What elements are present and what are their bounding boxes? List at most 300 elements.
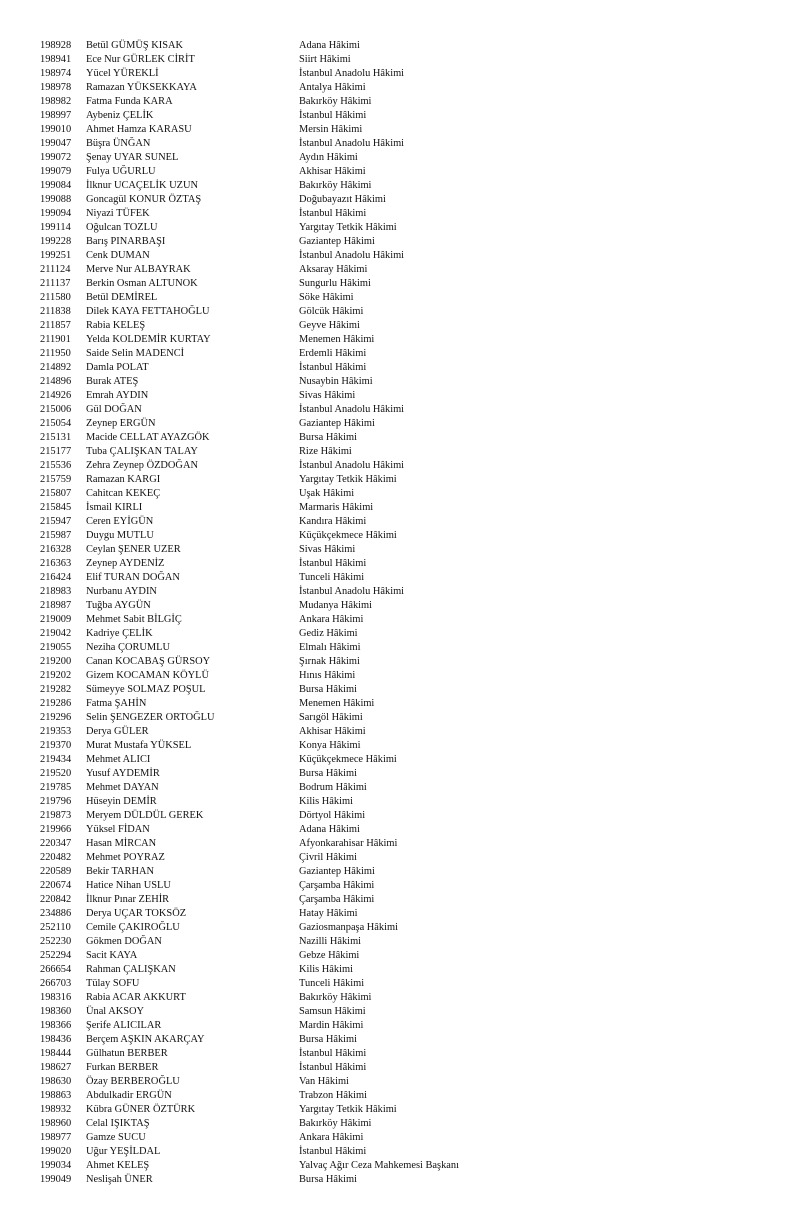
list-row — [0, 1033, 798, 1047]
record-id: 198982 — [40, 96, 72, 107]
person-name: Kadriye ÇELİK — [86, 628, 153, 639]
person-name: Cahitcan KEKEÇ — [86, 488, 161, 499]
court-title: Mudanya Hâkimi — [299, 600, 373, 611]
list-row — [0, 207, 798, 221]
record-id: 220347 — [40, 838, 72, 849]
list-row — [0, 333, 798, 347]
person-name: İlknur Pınar ZEHİR — [86, 894, 170, 905]
record-id: 219966 — [40, 824, 72, 835]
court-title: Bakırköy Hâkimi — [299, 96, 372, 107]
court-title: Hınıs Hâkimi — [299, 670, 356, 681]
court-title: Kilis Hâkimi — [299, 796, 353, 807]
person-name: Rahman ÇALIŞKAN — [86, 964, 176, 975]
person-name: Berçem AŞKIN AKARÇAY — [86, 1034, 205, 1045]
list-row — [0, 963, 798, 977]
person-name: Ece Nur GÜRLEK CİRİT — [86, 54, 195, 65]
person-name: Sümeyye SOLMAZ POŞUL — [86, 684, 206, 695]
list-row — [0, 123, 798, 137]
record-id: 199088 — [40, 194, 72, 205]
record-id: 219202 — [40, 670, 72, 681]
list-row — [0, 319, 798, 333]
person-name: Canan KOCABAŞ GÜRSOY — [86, 656, 211, 667]
person-name: Nurbanu AYDIN — [86, 586, 157, 597]
record-id: 198630 — [40, 1076, 72, 1087]
court-title: Gaziosmanpaşa Hâkimi — [299, 922, 398, 933]
court-title: Adana Hâkimi — [299, 824, 360, 835]
person-name: Goncagül KONUR ÖZTAŞ — [86, 194, 202, 205]
list-row — [0, 1145, 798, 1159]
court-title: İstanbul Hâkimi — [299, 558, 367, 569]
person-name: Zeynep ERGÜN — [86, 418, 156, 429]
court-title: Gediz Hâkimi — [299, 628, 358, 639]
list-row — [0, 921, 798, 935]
court-title: İstanbul Hâkimi — [299, 1048, 367, 1059]
record-id: 198932 — [40, 1104, 72, 1115]
record-id: 219796 — [40, 796, 72, 807]
court-title: Küçükçekmece Hâkimi — [299, 530, 397, 541]
record-id: 198444 — [40, 1048, 72, 1059]
record-id: 199020 — [40, 1146, 72, 1157]
record-id: 220482 — [40, 852, 72, 863]
list-row — [0, 613, 798, 627]
court-title: Samsun Hâkimi — [299, 1006, 366, 1017]
court-title: İstanbul Anadolu Hâkimi — [299, 138, 405, 149]
court-title: İstanbul Anadolu Hâkimi — [299, 250, 405, 261]
court-title: Tunceli Hâkimi — [299, 572, 365, 583]
record-id: 198977 — [40, 1132, 72, 1143]
record-id: 215807 — [40, 488, 72, 499]
record-id: 199094 — [40, 208, 72, 219]
record-id: 219009 — [40, 614, 72, 625]
list-row — [0, 235, 798, 249]
court-title: İstanbul Hâkimi — [299, 362, 367, 373]
person-name: Yusuf AYDEMİR — [86, 768, 160, 779]
court-title: Marmaris Hâkimi — [299, 502, 374, 513]
list-row — [0, 221, 798, 235]
list-row — [0, 39, 798, 53]
list-row — [0, 1131, 798, 1145]
list-row — [0, 515, 798, 529]
record-id: 234886 — [40, 908, 72, 919]
court-title: Menemen Hâkimi — [299, 698, 375, 709]
list-row — [0, 809, 798, 823]
list-row — [0, 193, 798, 207]
person-name: Gökmen DOĞAN — [86, 936, 162, 947]
list-row — [0, 1103, 798, 1117]
person-name: Abdulkadir ERGÜN — [86, 1090, 172, 1101]
court-title: Bursa Hâkimi — [299, 684, 358, 695]
person-name: Zehra Zeynep ÖZDOĞAN — [86, 460, 198, 471]
person-name: Burak ATEŞ — [86, 376, 139, 387]
court-title: Çarşamba Hâkimi — [299, 880, 375, 891]
record-id: 199010 — [40, 124, 72, 135]
court-title: Trabzon Hâkimi — [299, 1090, 368, 1101]
list-row — [0, 249, 798, 263]
list-row — [0, 725, 798, 739]
person-name: Yelda KOLDEMİR KURTAY — [86, 334, 211, 345]
list-row — [0, 53, 798, 67]
record-id: 219785 — [40, 782, 72, 793]
person-name: Büşra ÜNĞAN — [86, 138, 151, 149]
court-title: Erdemli Hâkimi — [299, 348, 367, 359]
person-name: Bekir TARHAN — [86, 866, 154, 877]
person-name: Şenay UYAR SUNEL — [86, 152, 179, 163]
list-row — [0, 585, 798, 599]
list-row — [0, 501, 798, 515]
person-name: Mehmet ALICI — [86, 754, 151, 765]
list-row — [0, 753, 798, 767]
list-row — [0, 403, 798, 417]
list-row — [0, 683, 798, 697]
court-title: İstanbul Hâkimi — [299, 110, 367, 121]
person-name: Neslişah ÜNER — [86, 1174, 153, 1185]
record-id: 252230 — [40, 936, 72, 947]
court-title: İstanbul Hâkimi — [299, 1146, 367, 1157]
court-title: Hatay Hâkimi — [299, 908, 358, 919]
person-name: Gül DOĞAN — [86, 404, 142, 415]
record-id: 214926 — [40, 390, 72, 401]
record-id: 216424 — [40, 572, 72, 583]
record-id: 198941 — [40, 54, 72, 65]
court-title: Nusaybin Hâkimi — [299, 376, 373, 387]
court-title: Bursa Hâkimi — [299, 1034, 358, 1045]
court-title: Ankara Hâkimi — [299, 614, 364, 625]
person-name: Hüseyin DEMİR — [86, 796, 157, 807]
person-name: İsmail KIRLI — [86, 502, 143, 513]
person-name: Selin ŞENGEZER ORTOĞLU — [86, 712, 215, 723]
record-id: 216328 — [40, 544, 72, 555]
person-name: Rabia ACAR AKKURT — [86, 992, 186, 1003]
record-id: 252110 — [40, 922, 71, 933]
record-id: 199049 — [40, 1174, 72, 1185]
person-name: Celal IŞIKTAŞ — [86, 1118, 150, 1129]
list-row — [0, 851, 798, 865]
record-id: 211137 — [40, 278, 71, 289]
list-row — [0, 417, 798, 431]
person-name: Ahmet KELEŞ — [86, 1160, 150, 1171]
court-title: İstanbul Hâkimi — [299, 1062, 367, 1073]
person-name: Tuğba AYGÜN — [86, 600, 151, 611]
record-id: 199084 — [40, 180, 72, 191]
record-id: 218983 — [40, 586, 72, 597]
court-title: Bakırköy Hâkimi — [299, 1118, 372, 1129]
court-title: Ankara Hâkimi — [299, 1132, 364, 1143]
list-row — [0, 151, 798, 165]
court-title: Akhisar Hâkimi — [299, 726, 366, 737]
record-id: 211838 — [40, 306, 71, 317]
court-title: Afyonkarahisar Hâkimi — [299, 838, 398, 849]
person-name: Dilek KAYA FETTAHOĞLU — [86, 306, 210, 317]
record-id: 215054 — [40, 418, 72, 429]
list-row — [0, 529, 798, 543]
court-title: Yargıtay Tetkik Hâkimi — [299, 1104, 397, 1115]
court-title: Yargıtay Tetkik Hâkimi — [299, 222, 397, 233]
list-row — [0, 263, 798, 277]
record-id: 266703 — [40, 978, 72, 989]
record-id: 215177 — [40, 446, 72, 457]
record-id: 198366 — [40, 1020, 72, 1031]
record-id: 198960 — [40, 1118, 72, 1129]
person-name: Saide Selin MADENCİ — [86, 348, 185, 359]
person-name: Rabia KELEŞ — [86, 320, 146, 331]
person-name: Zeynep AYDENİZ — [86, 558, 165, 569]
list-row — [0, 557, 798, 571]
record-id: 198978 — [40, 82, 72, 93]
list-row — [0, 991, 798, 1005]
person-name: Barış PINARBAŞI — [86, 236, 166, 247]
record-id: 220674 — [40, 880, 72, 891]
record-id: 219296 — [40, 712, 72, 723]
court-title: Bursa Hâkimi — [299, 1174, 358, 1185]
court-title: Sivas Hâkimi — [299, 390, 356, 401]
person-name: Hasan MİRCAN — [86, 838, 157, 849]
list-row — [0, 655, 798, 669]
person-name: Aybeniz ÇELİK — [86, 110, 154, 121]
person-name: Merve Nur ALBAYRAK — [86, 264, 191, 275]
record-id: 211580 — [40, 292, 71, 303]
list-row — [0, 935, 798, 949]
court-title: Aydın Hâkimi — [299, 152, 358, 163]
record-id: 219873 — [40, 810, 72, 821]
record-id: 215845 — [40, 502, 72, 513]
list-row — [0, 1173, 798, 1187]
list-row — [0, 459, 798, 473]
list-row — [0, 907, 798, 921]
person-name: Mehmet Sabit BİLGİÇ — [86, 614, 182, 625]
person-name: Murat Mustafa YÜKSEL — [86, 740, 192, 751]
person-name: Şerife ALICILAR — [86, 1020, 162, 1031]
person-name: Berkin Osman ALTUNOK — [86, 278, 198, 289]
court-title: Bursa Hâkimi — [299, 768, 358, 779]
list-row — [0, 711, 798, 725]
record-id: 252294 — [40, 950, 72, 961]
person-name: Sacit KAYA — [86, 950, 138, 961]
person-name: Ahmet Hamza KARASU — [86, 124, 192, 135]
list-row — [0, 1117, 798, 1131]
record-id: 215006 — [40, 404, 72, 415]
court-title: Uşak Hâkimi — [299, 488, 355, 499]
record-id: 219286 — [40, 698, 72, 709]
court-title: İstanbul Anadolu Hâkimi — [299, 460, 405, 471]
list-row — [0, 305, 798, 319]
list-row — [0, 67, 798, 81]
list-row — [0, 767, 798, 781]
list-row — [0, 95, 798, 109]
court-title: Gebze Hâkimi — [299, 950, 360, 961]
record-id: 199072 — [40, 152, 72, 163]
list-row — [0, 1019, 798, 1033]
record-id: 211901 — [40, 334, 71, 345]
record-id: 266654 — [40, 964, 72, 975]
person-name: Derya GÜLER — [86, 726, 149, 737]
list-row — [0, 179, 798, 193]
list-row — [0, 949, 798, 963]
court-title: Tunceli Hâkimi — [299, 978, 365, 989]
record-id: 219042 — [40, 628, 72, 639]
person-name: Neziha ÇORUMLU — [86, 642, 170, 653]
court-title: Mardin Hâkimi — [299, 1020, 364, 1031]
list-row — [0, 837, 798, 851]
person-name: Betül DEMİREL — [86, 292, 158, 303]
record-id: 219353 — [40, 726, 72, 737]
record-id: 211857 — [40, 320, 71, 331]
person-name: Ceylan ŞENER UZER — [86, 544, 181, 555]
person-name: Tuba ÇALIŞKAN TALAY — [86, 446, 198, 457]
court-title: İstanbul Hâkimi — [299, 208, 367, 219]
court-title: Çivril Hâkimi — [299, 852, 358, 863]
court-title: Rize Hâkimi — [299, 446, 352, 457]
record-id: 198863 — [40, 1090, 72, 1101]
person-name: Fulya UĞURLU — [86, 166, 156, 177]
person-name: Furkan BERBER — [86, 1062, 159, 1073]
court-title: Sarıgöl Hâkimi — [299, 712, 363, 723]
list-row — [0, 1159, 798, 1173]
person-name: Damla POLAT — [86, 362, 149, 373]
record-id: 214896 — [40, 376, 72, 387]
court-title: Mersin Hâkimi — [299, 124, 363, 135]
court-title: Akhisar Hâkimi — [299, 166, 366, 177]
person-name: Cemile ÇAKIROĞLU — [86, 922, 180, 933]
list-row — [0, 361, 798, 375]
list-row — [0, 291, 798, 305]
record-id: 219282 — [40, 684, 72, 695]
list-row — [0, 977, 798, 991]
record-id: 199114 — [40, 222, 71, 233]
court-title: Siirt Hâkimi — [299, 54, 351, 65]
court-title: Yargıtay Tetkik Hâkimi — [299, 474, 397, 485]
list-row — [0, 1061, 798, 1075]
court-title: Sivas Hâkimi — [299, 544, 356, 555]
record-id: 215131 — [40, 432, 72, 443]
record-id: 198974 — [40, 68, 72, 79]
record-id: 199047 — [40, 138, 72, 149]
list-row — [0, 739, 798, 753]
list-row — [0, 389, 798, 403]
person-name: Fatma Funda KARA — [86, 96, 173, 107]
court-title: Bakırköy Hâkimi — [299, 992, 372, 1003]
court-title: Adana Hâkimi — [299, 40, 360, 51]
person-name: Ceren EYİGÜN — [86, 516, 154, 527]
record-id: 219434 — [40, 754, 72, 765]
court-title: Kandıra Hâkimi — [299, 516, 367, 527]
person-name: Niyazi TÜFEK — [86, 208, 150, 219]
record-id: 220842 — [40, 894, 72, 905]
record-id: 199251 — [40, 250, 72, 261]
court-title: Gaziantep Hâkimi — [299, 418, 375, 429]
list-row — [0, 109, 798, 123]
record-id: 219370 — [40, 740, 72, 751]
appointment-list — [0, 39, 798, 1187]
record-id: 219520 — [40, 768, 72, 779]
person-name: Derya UÇAR TOKSÖZ — [86, 908, 187, 919]
list-row — [0, 641, 798, 655]
record-id: 216363 — [40, 558, 72, 569]
person-name: Mehmet POYRAZ — [86, 852, 165, 863]
record-id: 218987 — [40, 600, 72, 611]
list-row — [0, 347, 798, 361]
court-title: Gölcük Hâkimi — [299, 306, 364, 317]
court-title: Konya Hâkimi — [299, 740, 361, 751]
court-title: Bursa Hâkimi — [299, 432, 358, 443]
court-title: Söke Hâkimi — [299, 292, 354, 303]
person-name: Fatma ŞAHİN — [86, 698, 147, 709]
list-row — [0, 473, 798, 487]
court-title: Van Hâkimi — [299, 1076, 349, 1087]
court-title: Dörtyol Hâkimi — [299, 810, 366, 821]
list-row — [0, 1089, 798, 1103]
list-row — [0, 879, 798, 893]
list-row — [0, 1047, 798, 1061]
person-name: Oğulcan TOZLU — [86, 222, 158, 233]
list-row — [0, 697, 798, 711]
court-title: Çarşamba Hâkimi — [299, 894, 375, 905]
court-title: Doğubayazıt Hâkimi — [299, 194, 386, 205]
record-id: 220589 — [40, 866, 72, 877]
court-title: Nazilli Hâkimi — [299, 936, 362, 947]
list-row — [0, 795, 798, 809]
person-name: Betül GÜMÜŞ KISAK — [86, 40, 183, 51]
record-id: 215759 — [40, 474, 72, 485]
list-row — [0, 165, 798, 179]
person-name: Emrah AYDIN — [86, 390, 149, 401]
court-title: Bodrum Hâkimi — [299, 782, 367, 793]
record-id: 219055 — [40, 642, 72, 653]
list-row — [0, 599, 798, 613]
person-name: Meryem DÜLDÜL GEREK — [86, 810, 204, 821]
court-title: İstanbul Anadolu Hâkimi — [299, 68, 405, 79]
court-title: Şırnak Hâkimi — [299, 656, 360, 667]
list-row — [0, 627, 798, 641]
list-row — [0, 445, 798, 459]
list-row — [0, 865, 798, 879]
record-id: 219200 — [40, 656, 72, 667]
record-id: 211124 — [40, 264, 71, 275]
court-title: Antalya Hâkimi — [299, 82, 366, 93]
court-title: Menemen Hâkimi — [299, 334, 375, 345]
record-id: 214892 — [40, 362, 72, 373]
list-row — [0, 893, 798, 907]
record-id: 199228 — [40, 236, 72, 247]
record-id: 215536 — [40, 460, 72, 471]
person-name: Gamze SUCU — [86, 1132, 146, 1143]
record-id: 198627 — [40, 1062, 72, 1073]
list-row — [0, 487, 798, 501]
person-name: Gülhatun BERBER — [86, 1048, 168, 1059]
record-id: 198316 — [40, 992, 72, 1003]
list-row — [0, 669, 798, 683]
record-id: 198997 — [40, 110, 72, 121]
person-name: Özay BERBEROĞLU — [86, 1076, 180, 1087]
person-name: İlknur UCAÇELİK UZUN — [86, 180, 198, 191]
list-row — [0, 137, 798, 151]
person-name: Kübra GÜNER ÖZTÜRK — [86, 1104, 196, 1115]
record-id: 199079 — [40, 166, 72, 177]
list-row — [0, 571, 798, 585]
person-name: Uğur YEŞİLDAL — [86, 1146, 161, 1157]
court-title: Yalvaç Ağır Ceza Mahkemesi Başkanı — [299, 1160, 459, 1171]
court-title: Bakırköy Hâkimi — [299, 180, 372, 191]
person-name: Tülay SOFU — [86, 978, 140, 989]
list-row — [0, 823, 798, 837]
court-title: Gaziantep Hâkimi — [299, 866, 375, 877]
person-name: Ramazan KARGI — [86, 474, 161, 485]
court-title: İstanbul Anadolu Hâkimi — [299, 404, 405, 415]
court-title: İstanbul Anadolu Hâkimi — [299, 586, 405, 597]
list-row — [0, 375, 798, 389]
list-row — [0, 277, 798, 291]
court-title: Sungurlu Hâkimi — [299, 278, 371, 289]
court-title: Küçükçekmece Hâkimi — [299, 754, 397, 765]
